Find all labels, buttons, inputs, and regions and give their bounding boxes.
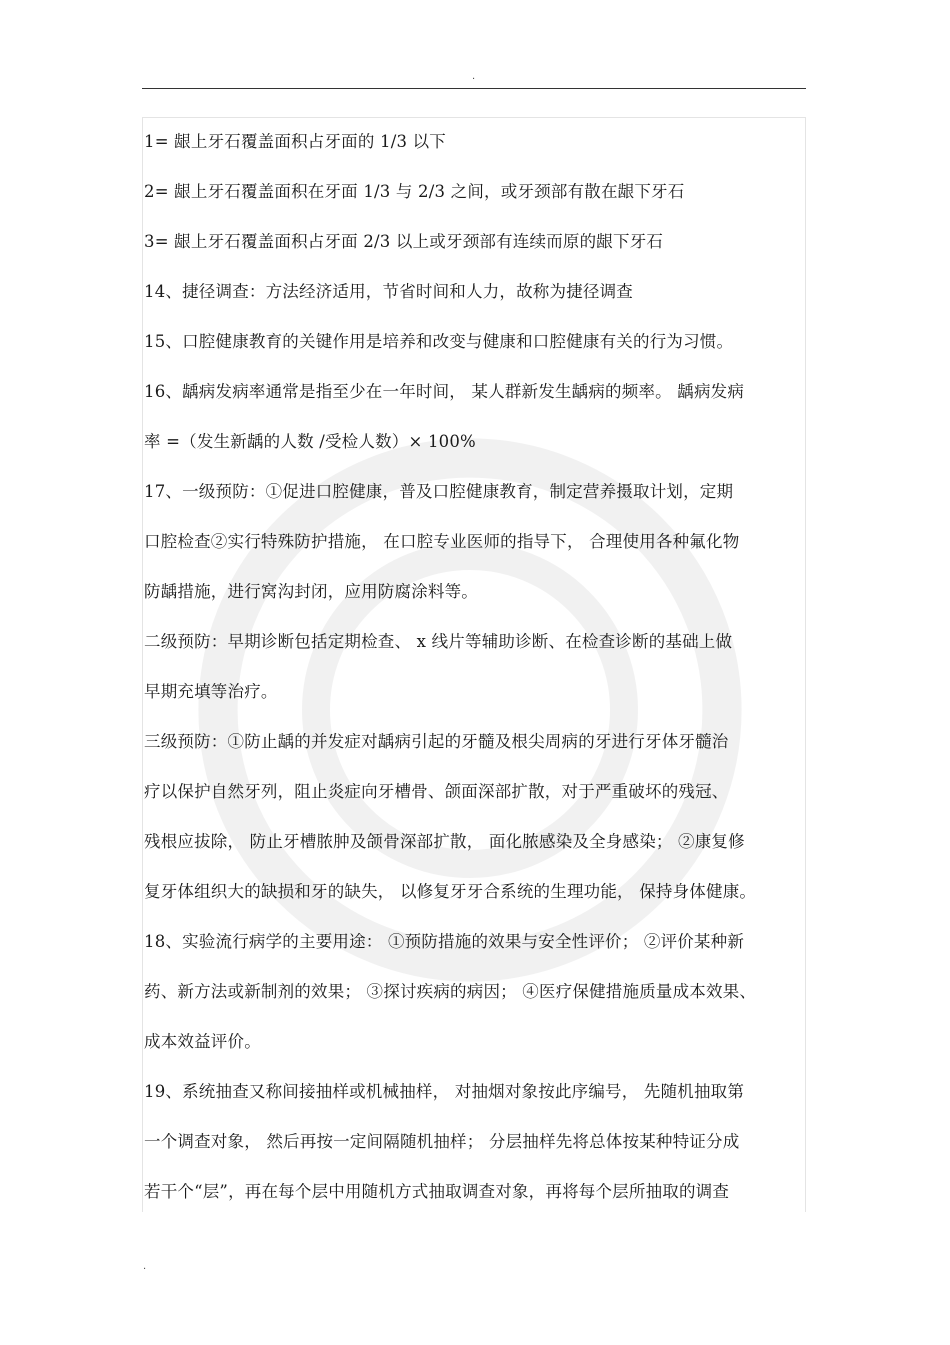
footer-mark: . (143, 1261, 147, 1272)
text-line: 口腔检查②实行特殊防护措施， 在口腔专业医师的指导下， 合理使用各种氟化物 (144, 532, 740, 551)
document-body (144, 117, 804, 1217)
text-line: 2= 龈上牙石覆盖面积在牙面 1/3 与 2/3 之间，或牙颈部有散在龈下牙石 (144, 182, 685, 201)
text-line: 防龋措施，进行窝沟封闭，应用防腐涂料等。 (144, 582, 478, 601)
text-line: 14、捷径调查：方法经济适用，节省时间和人力，故称为捷径调查 (144, 282, 633, 301)
text-line: 早期充填等治疗。 (144, 682, 278, 701)
text-line: 率 =（发生新龋的人数 /受检人数）× 100% (144, 432, 476, 451)
text-line: 三级预防：①防止龋的并发症对龋病引起的牙髓及根尖周病的牙进行牙体牙髓治 (144, 732, 729, 751)
text-line: 1= 龈上牙石覆盖面积占牙面的 1/3 以下 (144, 132, 447, 151)
text-line: 疗以保护自然牙列，阻止炎症向牙槽骨、颌面深部扩散，对于严重破坏的残冠、 (144, 782, 729, 801)
text-line: 若干个“层”，再在每个层中用随机方式抽取调查对象，再将每个层所抽取的调查 (144, 1182, 730, 1201)
text-line: 残根应拔除， 防止牙槽脓肿及颌骨深部扩散， 面化脓感染及全身感染； ②康复修 (144, 832, 745, 851)
text-line: 3= 龈上牙石覆盖面积占牙面 2/3 以上或牙颈部有连续而原的龈下牙石 (144, 232, 664, 251)
text-line: 药、新方法或新制剂的效果； ③探讨疾病的病因； ④医疗保健措施质量成本效果、 (144, 982, 757, 1001)
text-line: 二级预防：早期诊断包括定期检查、 x 线片等辅助诊断、在检查诊断的基础上做 (144, 632, 733, 651)
text-line: 复牙体组织大的缺损和牙的缺失， 以修复牙牙合系统的生理功能， 保持身体健康。 (144, 882, 757, 901)
header-rule (142, 88, 806, 89)
text-line: 16、龋病发病率通常是指至少在一年时间， 某人群新发生龋病的频率。 龋病发病 (144, 382, 745, 401)
text-line: 17、一级预防：①促进口腔健康，普及口腔健康教育，制定营养摄取计划，定期 (144, 482, 734, 501)
text-line: 一个调查对象， 然后再按一定间隔随机抽样； 分层抽样先将总体按某种特证分成 (144, 1132, 740, 1151)
header-mark: . (472, 71, 476, 82)
text-line: 18、实验流行病学的主要用途： ①预防措施的效果与安全性评价； ②评价某种新 (144, 932, 745, 951)
text-line: 15、口腔健康教育的关键作用是培养和改变与健康和口腔健康有关的行为习惯。 (144, 332, 734, 351)
text-line: 成本效益评价。 (144, 1032, 261, 1051)
text-line: 19、系统抽查又称间接抽样或机械抽样， 对抽烟对象按此序编号， 先随机抽取第 (144, 1082, 745, 1101)
